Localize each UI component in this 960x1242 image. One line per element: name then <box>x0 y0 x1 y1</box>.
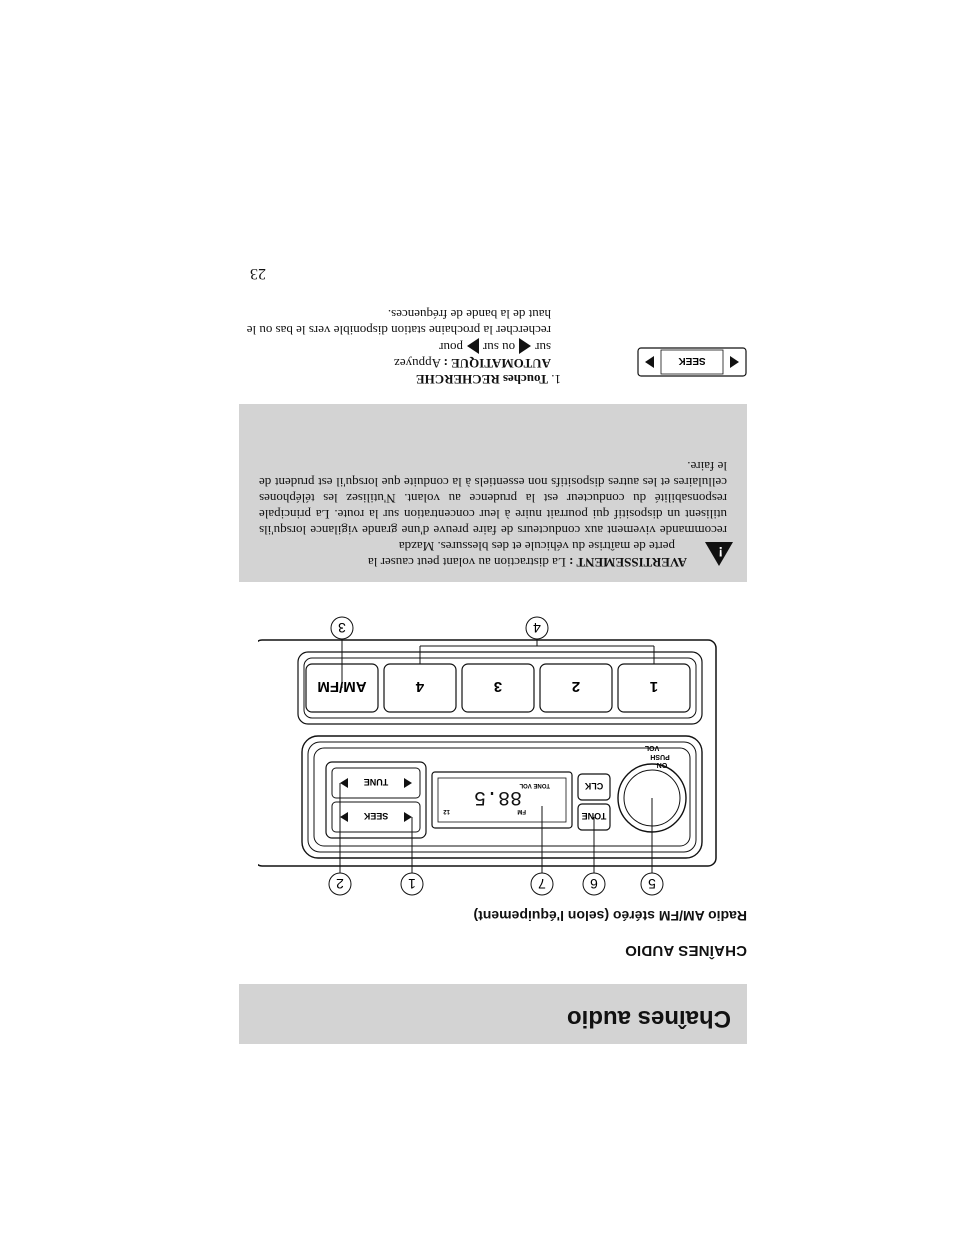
warning-icon: ! <box>705 542 733 566</box>
callout-6: 6 <box>590 876 598 892</box>
svg-text:CLK: CLK <box>584 781 604 791</box>
svg-text:TUNE: TUNE <box>363 777 389 787</box>
warning-box <box>239 404 747 582</box>
svg-text:1: 1 <box>649 678 659 695</box>
svg-text:12: 12 <box>443 808 450 814</box>
display-frequency: 88.5 <box>473 785 523 808</box>
callout-4: 4 <box>533 620 541 636</box>
svg-text:2: 2 <box>571 678 581 695</box>
callout-5: 5 <box>648 876 656 892</box>
svg-text:FM: FM <box>517 808 526 814</box>
svg-text:4: 4 <box>415 678 425 695</box>
svg-text:3: 3 <box>493 678 503 695</box>
section-banner <box>239 984 747 1044</box>
section-title: CHAÎNES AUDIO <box>624 942 747 959</box>
svg-text:SEEK: SEEK <box>678 355 706 366</box>
svg-text:AM/FM: AM/FM <box>317 678 367 695</box>
warning-heading: AVERTISSEMENT : <box>569 555 687 570</box>
callout-1: 1 <box>408 876 416 892</box>
svg-text:TONE VOL: TONE VOL <box>519 782 550 788</box>
banner-title: Chaînes audio <box>566 1005 731 1032</box>
callout-3: 3 <box>338 620 346 636</box>
seek-title: Touches RECHERCHE <box>415 372 548 387</box>
svg-text:SEEK: SEEK <box>363 811 389 821</box>
seek-instructions: SEEK 1. Touches RECHERCHE AUTOMATIQUE : Appuyez surou surpour rechercher la prochaine station disponible vers le bas ou le haut de la bande de fréquences. <box>239 267 747 387</box>
page-number: 23 <box>250 265 266 282</box>
knob-label-vol: VOL <box>644 744 660 751</box>
callout-7: 7 <box>538 876 546 892</box>
callout-2: 2 <box>336 876 344 892</box>
left-arrow-icon <box>519 338 531 354</box>
right-arrow-icon <box>467 338 479 354</box>
svg-text:TONE: TONE <box>581 811 607 821</box>
radio-diagram <box>258 616 722 896</box>
knob-label-on: ON <box>656 761 668 768</box>
knob-label-push: PUSH <box>650 753 670 760</box>
warning-text: AVERTISSEMENT : La distraction au volant peut causer la perte de maîtrise du véhicule et des blessures. Mazda recommande vivement aux conducteurs de faire preuve d'une grande vigilance lorsqu'ils utilisent un dispositif qui pourrait nuire à leur concentration sur la route. La principale responsabilité du conducteur est la prudence au volant. N'utilisez les téléphones cellulaires et les autres dispositifs non essentiels à la conduite que lorsqu'il est prudent de le faire. <box>259 459 727 570</box>
figure-subtitle: Radio AM/FM stéréo (selon l'équipement) <box>473 908 747 924</box>
